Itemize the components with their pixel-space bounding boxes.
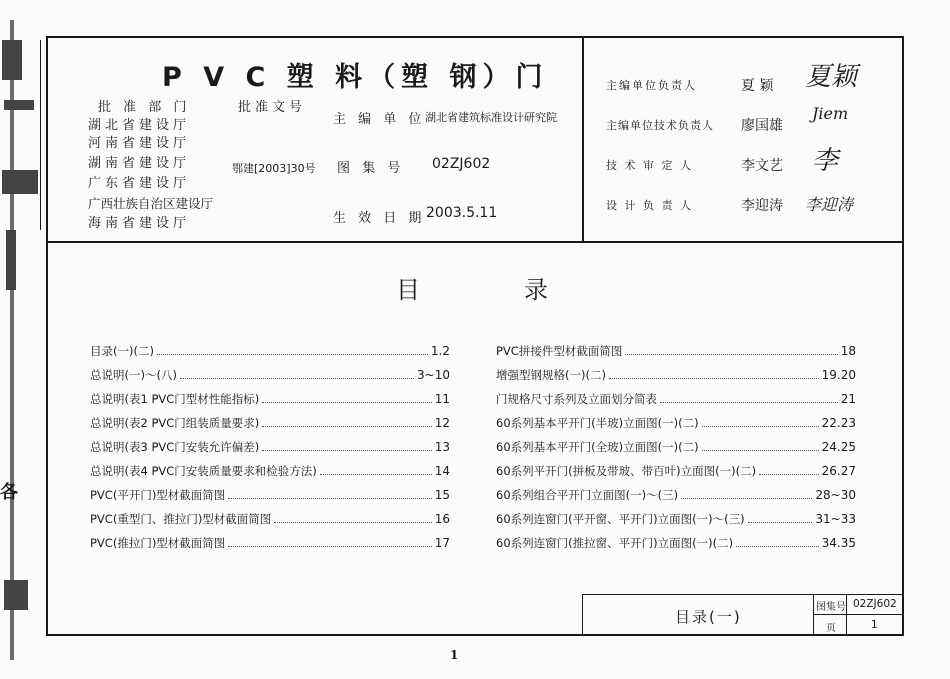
toc-item[interactable]: 总说明(一)～(八) 3~10 — [90, 368, 450, 382]
page-number: 1 — [450, 648, 459, 662]
binding-mark — [2, 170, 38, 194]
footer-page-label-cell — [813, 614, 847, 636]
footer-page-no-cell — [846, 614, 904, 636]
binding-border — [40, 40, 41, 230]
toc-item[interactable]: PVC(推拉门)型材截面简图 17 — [90, 536, 450, 550]
footer-atlas-no-cell — [846, 594, 904, 615]
header-vertical-divider — [582, 36, 584, 242]
role-design-lead: 设 计 负 责 人 — [606, 199, 693, 212]
signature-chief-tech: Jiem — [812, 104, 849, 123]
margin-mark: 各 — [0, 482, 18, 503]
department-4: 广东省建设厅 — [88, 176, 191, 191]
toc-item[interactable]: 总说明(表3 PVC门安装允许偏差) 13 — [90, 440, 450, 454]
toc-item[interactable]: 目录(一)(二) 1.2 — [90, 344, 450, 358]
footer-atlas-no: 02ZJ602 — [853, 598, 897, 610]
department-2: 河南省建设厅 — [88, 136, 191, 151]
approve-dept-label: 批 准 部 门 — [98, 100, 191, 115]
toc-item[interactable]: PVC(重型门、推拉门)型材截面简图 16 — [90, 512, 450, 526]
approve-doc-label: 批准文号 — [238, 100, 307, 115]
signature-chief-unit: 夏颖 — [805, 62, 858, 92]
footer-title-cell — [582, 594, 814, 636]
atlas-no-label: 图 集 号 — [337, 161, 405, 176]
toc-item[interactable]: 总说明(表4 PVC门安装质量要求和检验方法) 14 — [90, 464, 450, 478]
binding-mark — [4, 580, 28, 610]
department-3: 湖南省建设厅 — [88, 156, 191, 171]
effective-label: 生 效 日 期 — [333, 211, 426, 226]
department-6: 海南省建设厅 — [88, 216, 191, 231]
document-title: P V C 塑 料（塑 钢）门 — [162, 62, 549, 93]
footer-page-label: 页 — [826, 623, 836, 634]
toc-title-right: 录 — [524, 276, 548, 304]
name-design-lead: 李迎涛 — [741, 198, 783, 214]
department-5: 广西壮族自治区建设厅 — [88, 196, 214, 211]
binding-line — [10, 20, 14, 660]
header-divider — [46, 241, 904, 243]
binding-mark — [6, 230, 16, 290]
role-chief-tech: 主编单位技术负责人 — [606, 119, 714, 132]
toc-item[interactable]: PVC(平开门)型材截面简图 15 — [90, 488, 450, 502]
toc-item[interactable]: PVC拼接件型材截面简图 18 — [496, 344, 856, 358]
footer-page-no: 1 — [871, 619, 878, 631]
role-chief-unit: 主编单位负责人 — [606, 79, 697, 92]
toc-item[interactable]: 增强型钢规格(一)(二) 19.20 — [496, 368, 856, 382]
editor-unit-label: 主 编 单 位 — [333, 112, 426, 127]
toc-item[interactable]: 门规格尺寸系列及立面划分简表 21 — [496, 392, 856, 406]
toc-title-left: 目 — [396, 276, 420, 304]
editor-unit: 湖北省建筑标准设计研究院 — [425, 111, 557, 124]
toc-item[interactable]: 60系列基本平开门(半玻)立面图(一)(二) 22.23 — [496, 416, 856, 430]
toc-item[interactable]: 60系列组合平开门立面图(一)～(三) 28~30 — [496, 488, 856, 502]
toc-item[interactable]: 60系列平开门(拼板及带玻、带百叶)立面图(一)(二) 26.27 — [496, 464, 856, 478]
binding-mark — [2, 40, 22, 80]
toc-item[interactable]: 总说明(表2 PVC门组装质量要求) 12 — [90, 416, 450, 430]
name-tech-review: 李文艺 — [741, 158, 783, 174]
binding-mark — [4, 100, 34, 110]
role-tech-review: 技 术 审 定 人 — [606, 159, 693, 172]
footer-atlas-label-cell — [813, 594, 847, 615]
binding-strip — [0, 0, 46, 679]
signature-design-lead: 李迎涛 — [805, 195, 854, 214]
toc-item[interactable]: 总说明(表1 PVC门型材性能指标) 11 — [90, 392, 450, 406]
toc-item[interactable]: 60系列连窗门(平开窗、平开门)立面图(一)～(三) 31~33 — [496, 512, 856, 526]
toc-item[interactable]: 60系列基本平开门(全玻)立面图(一)(二) 24.25 — [496, 440, 856, 454]
name-chief-tech: 廖国雄 — [741, 118, 783, 134]
toc-item[interactable]: 60系列连窗门(推拉窗、平开门)立面图(一)(二) 34.35 — [496, 536, 856, 550]
footer-atlas-label: 图集号 — [816, 602, 846, 613]
approve-doc-no: 鄂建[2003]30号 — [232, 162, 316, 175]
name-chief-unit: 夏 颖 — [741, 78, 774, 94]
effective-date: 2003.5.11 — [426, 205, 498, 221]
signature-tech-review: 李 — [812, 146, 839, 176]
footer-sheet-title: 目录(一) — [675, 608, 742, 626]
atlas-no: 02ZJ602 — [432, 156, 491, 172]
department-1: 湖北省建设厅 — [88, 118, 191, 133]
